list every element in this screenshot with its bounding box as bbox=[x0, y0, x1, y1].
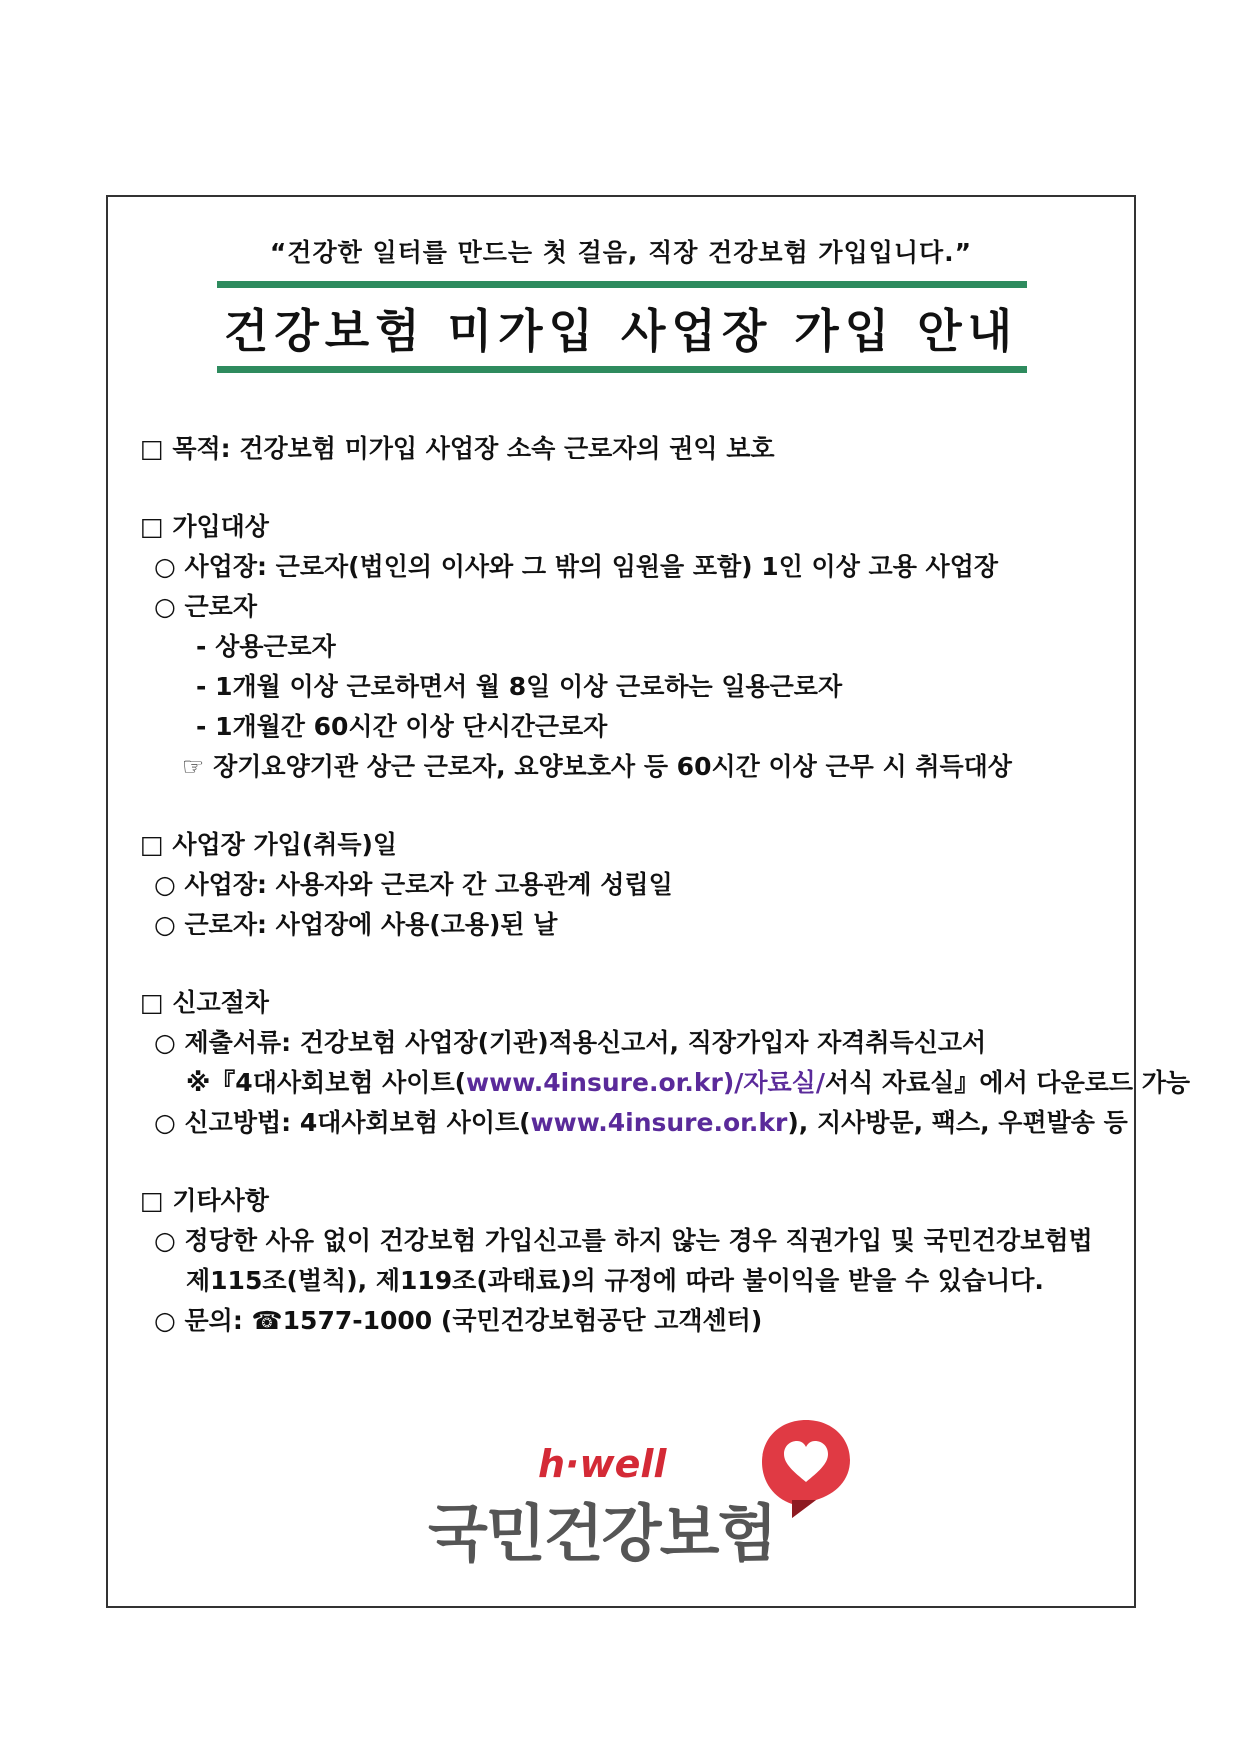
heart-speech-bubble-icon bbox=[756, 1416, 856, 1526]
procedure-documents: ○ 제출서류: 건강보험 사업장(기관)적용신고서, 직장가입자 자격취득신고서 bbox=[154, 1028, 987, 1057]
logo-name: 국민건강보험 bbox=[428, 1497, 776, 1570]
page-title: 건강보험 미가입 사업장 가입 안내 bbox=[223, 304, 1019, 358]
target-workplace: ○ 사업장: 근로자(법인의 이사와 그 밖의 임원을 포함) 1인 이상 고용 사업장 bbox=[154, 552, 999, 581]
slogan: “건강한 일터를 만드는 첫 걸음, 직장 건강보험 가입입니다.” bbox=[269, 238, 973, 267]
logo-tagline: h·well bbox=[538, 1442, 667, 1486]
etc-penalty-line2: 제115조(벌칙), 제119조(과태료)의 규정에 따라 불이익을 받을 수 있습니다. bbox=[186, 1266, 1044, 1295]
procedure-download bbox=[140, 1063, 1191, 1103]
target-worker: ○ 근로자 bbox=[154, 592, 257, 621]
method-link[interactable]: www.4insure.or.kr bbox=[530, 1108, 788, 1137]
title-rule-top bbox=[217, 281, 1027, 288]
purpose-line: □ 목적: 건강보험 미가입 사업장 소속 근로자의 권익 보호 bbox=[140, 434, 775, 463]
download-link[interactable]: www.4insure.or.kr)/자료실/ bbox=[466, 1068, 825, 1097]
notice-content bbox=[140, 429, 1191, 1341]
etc-contact: ○ 문의: ☎1577-1000 (국민건강보험공단 고객센터) bbox=[154, 1306, 763, 1335]
notice-frame bbox=[106, 195, 1191, 1608]
etc-heading: □ 기타사항 bbox=[140, 1186, 269, 1215]
nhis-logo bbox=[428, 1442, 848, 1582]
download-prefix: ※『4대사회보험 사이트( bbox=[186, 1068, 467, 1097]
date-item: ○ 사업장: 사용자와 근로자 간 고용관계 성립일 bbox=[154, 870, 673, 899]
worker-item: - 1개월 이상 근로하면서 월 8일 이상 근로하는 일용근로자 bbox=[196, 672, 843, 701]
title-rule-bottom bbox=[217, 366, 1027, 373]
method-prefix: ○ 신고방법: 4대사회보험 사이트( bbox=[154, 1108, 531, 1137]
worker-item: - 1개월간 60시간 이상 단시간근로자 bbox=[196, 712, 608, 741]
method-suffix: ), 지사방문, 팩스, 우편발송 등 bbox=[787, 1108, 1128, 1137]
target-heading: □ 가입대상 bbox=[140, 512, 269, 541]
etc-penalty-line1: ○ 정당한 사유 없이 건강보험 가입신고를 하지 않는 경우 직권가입 및 국민건강보험법 bbox=[154, 1226, 1093, 1255]
procedure-heading: □ 신고절차 bbox=[140, 988, 269, 1017]
download-suffix: 서식 자료실』에서 다운로드 가능 bbox=[824, 1068, 1191, 1097]
date-item: ○ 근로자: 사업장에 사용(고용)된 날 bbox=[154, 910, 558, 939]
target-note: ☞ 장기요양기관 상근 근로자, 요양보호사 등 60시간 이상 근무 시 취득대상 bbox=[182, 752, 1012, 781]
date-heading: □ 사업장 가입(취득)일 bbox=[140, 830, 398, 859]
worker-item: - 상용근로자 bbox=[196, 632, 336, 661]
procedure-method bbox=[140, 1103, 1128, 1143]
